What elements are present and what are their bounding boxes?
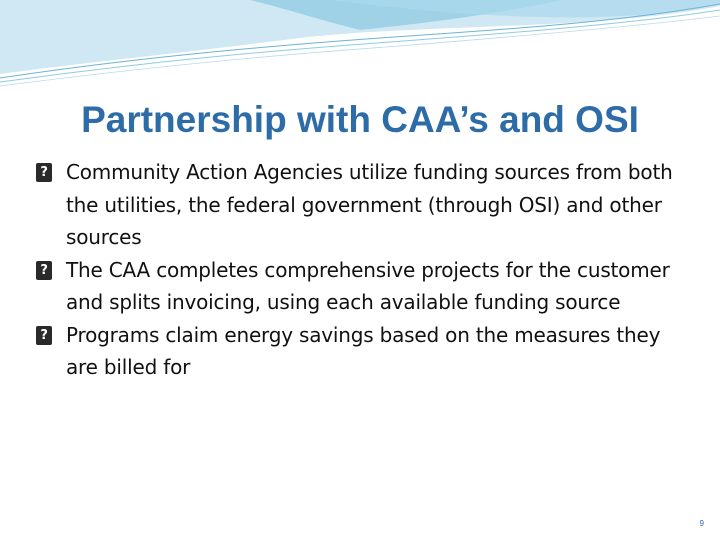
bullet-item [36,319,696,384]
bullet-glyph-icon: ? [36,326,52,345]
page-number: 9 [699,519,704,528]
bullet-glyph-icon: ? [36,163,52,182]
bullet-glyph-icon: ? [36,261,52,280]
bullet-text: The CAA completes comprehensive projects for the customer and splits invoicing, using each available funding source [66,257,670,314]
bullet-list [36,156,696,384]
bullet-item [36,254,696,319]
header-wave-decoration [0,0,720,90]
bullet-text: Community Action Agencies utilize funding sources from both the utilities, the federal government (through OSI) and other sources [66,160,673,249]
slide-title: Partnership with CAA’s and OSI [81,99,639,140]
bullet-text: Programs claim energy savings based on the measures they are billed for [66,322,661,379]
bullet-item [36,156,696,254]
